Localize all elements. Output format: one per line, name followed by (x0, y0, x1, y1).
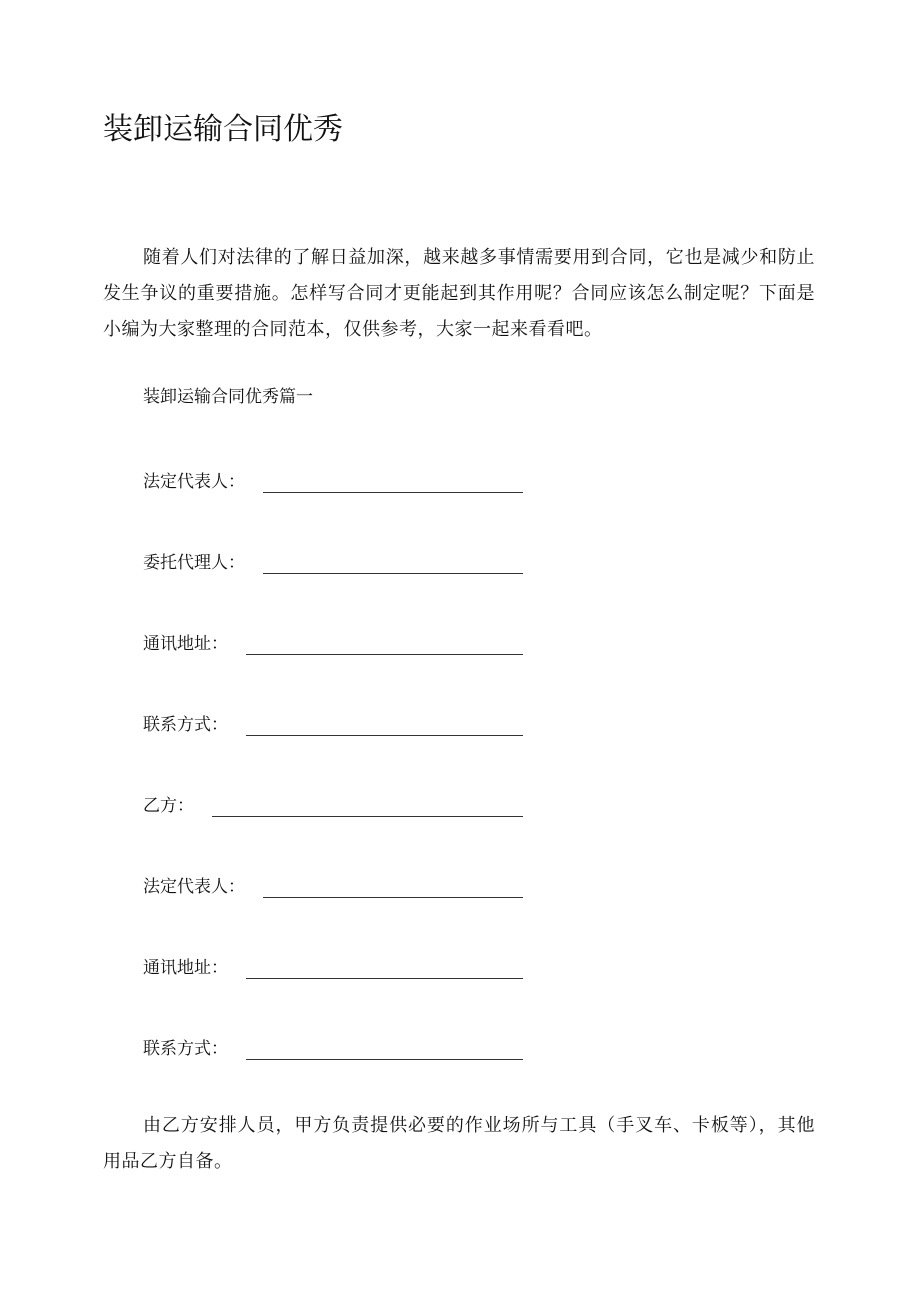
field-label: 乙方： (143, 796, 194, 816)
field-label: 通讯地址： (143, 634, 228, 654)
field-label: 委托代理人： (143, 553, 245, 573)
field-label: 法定代表人： (143, 472, 245, 492)
field-label: 联系方式： (143, 715, 228, 735)
field-address-b (143, 952, 523, 982)
field-party-b (143, 790, 523, 820)
field-blank-line (212, 796, 523, 817)
document-title: 装卸运输合同优秀 (103, 112, 343, 147)
section-heading: 装卸运输合同优秀篇一 (143, 387, 313, 407)
field-blank-line (263, 472, 523, 493)
field-blank-line (246, 1039, 523, 1060)
field-blank-line (246, 958, 523, 979)
field-blank-line (263, 553, 523, 574)
field-label: 联系方式： (143, 1039, 228, 1059)
field-label: 通讯地址： (143, 958, 228, 978)
field-label: 法定代表人： (143, 877, 245, 897)
field-contact (143, 709, 523, 739)
field-authorized-agent (143, 547, 523, 577)
field-blank-line (246, 634, 523, 655)
field-blank-line (246, 715, 523, 736)
closing-paragraph: 由乙方安排人员，甲方负责提供必要的作业场所与工具（手叉车、卡板等），其他用品乙方自备。 (103, 1115, 815, 1172)
field-legal-representative-b (143, 871, 523, 901)
field-legal-representative (143, 466, 523, 496)
field-contact-b (143, 1033, 523, 1063)
field-address (143, 628, 523, 658)
field-blank-line (263, 877, 523, 898)
intro-paragraph: 随着人们对法律的了解日益加深，越来越多事情需要用到合同，它也是减少和防止发生争议的重要措施。怎样写合同才更能起到其作用呢？合同应该怎么制定呢？下面是小编为大家整理的合同范本，仅供参考，大家一起来看看吧。 (103, 247, 815, 340)
